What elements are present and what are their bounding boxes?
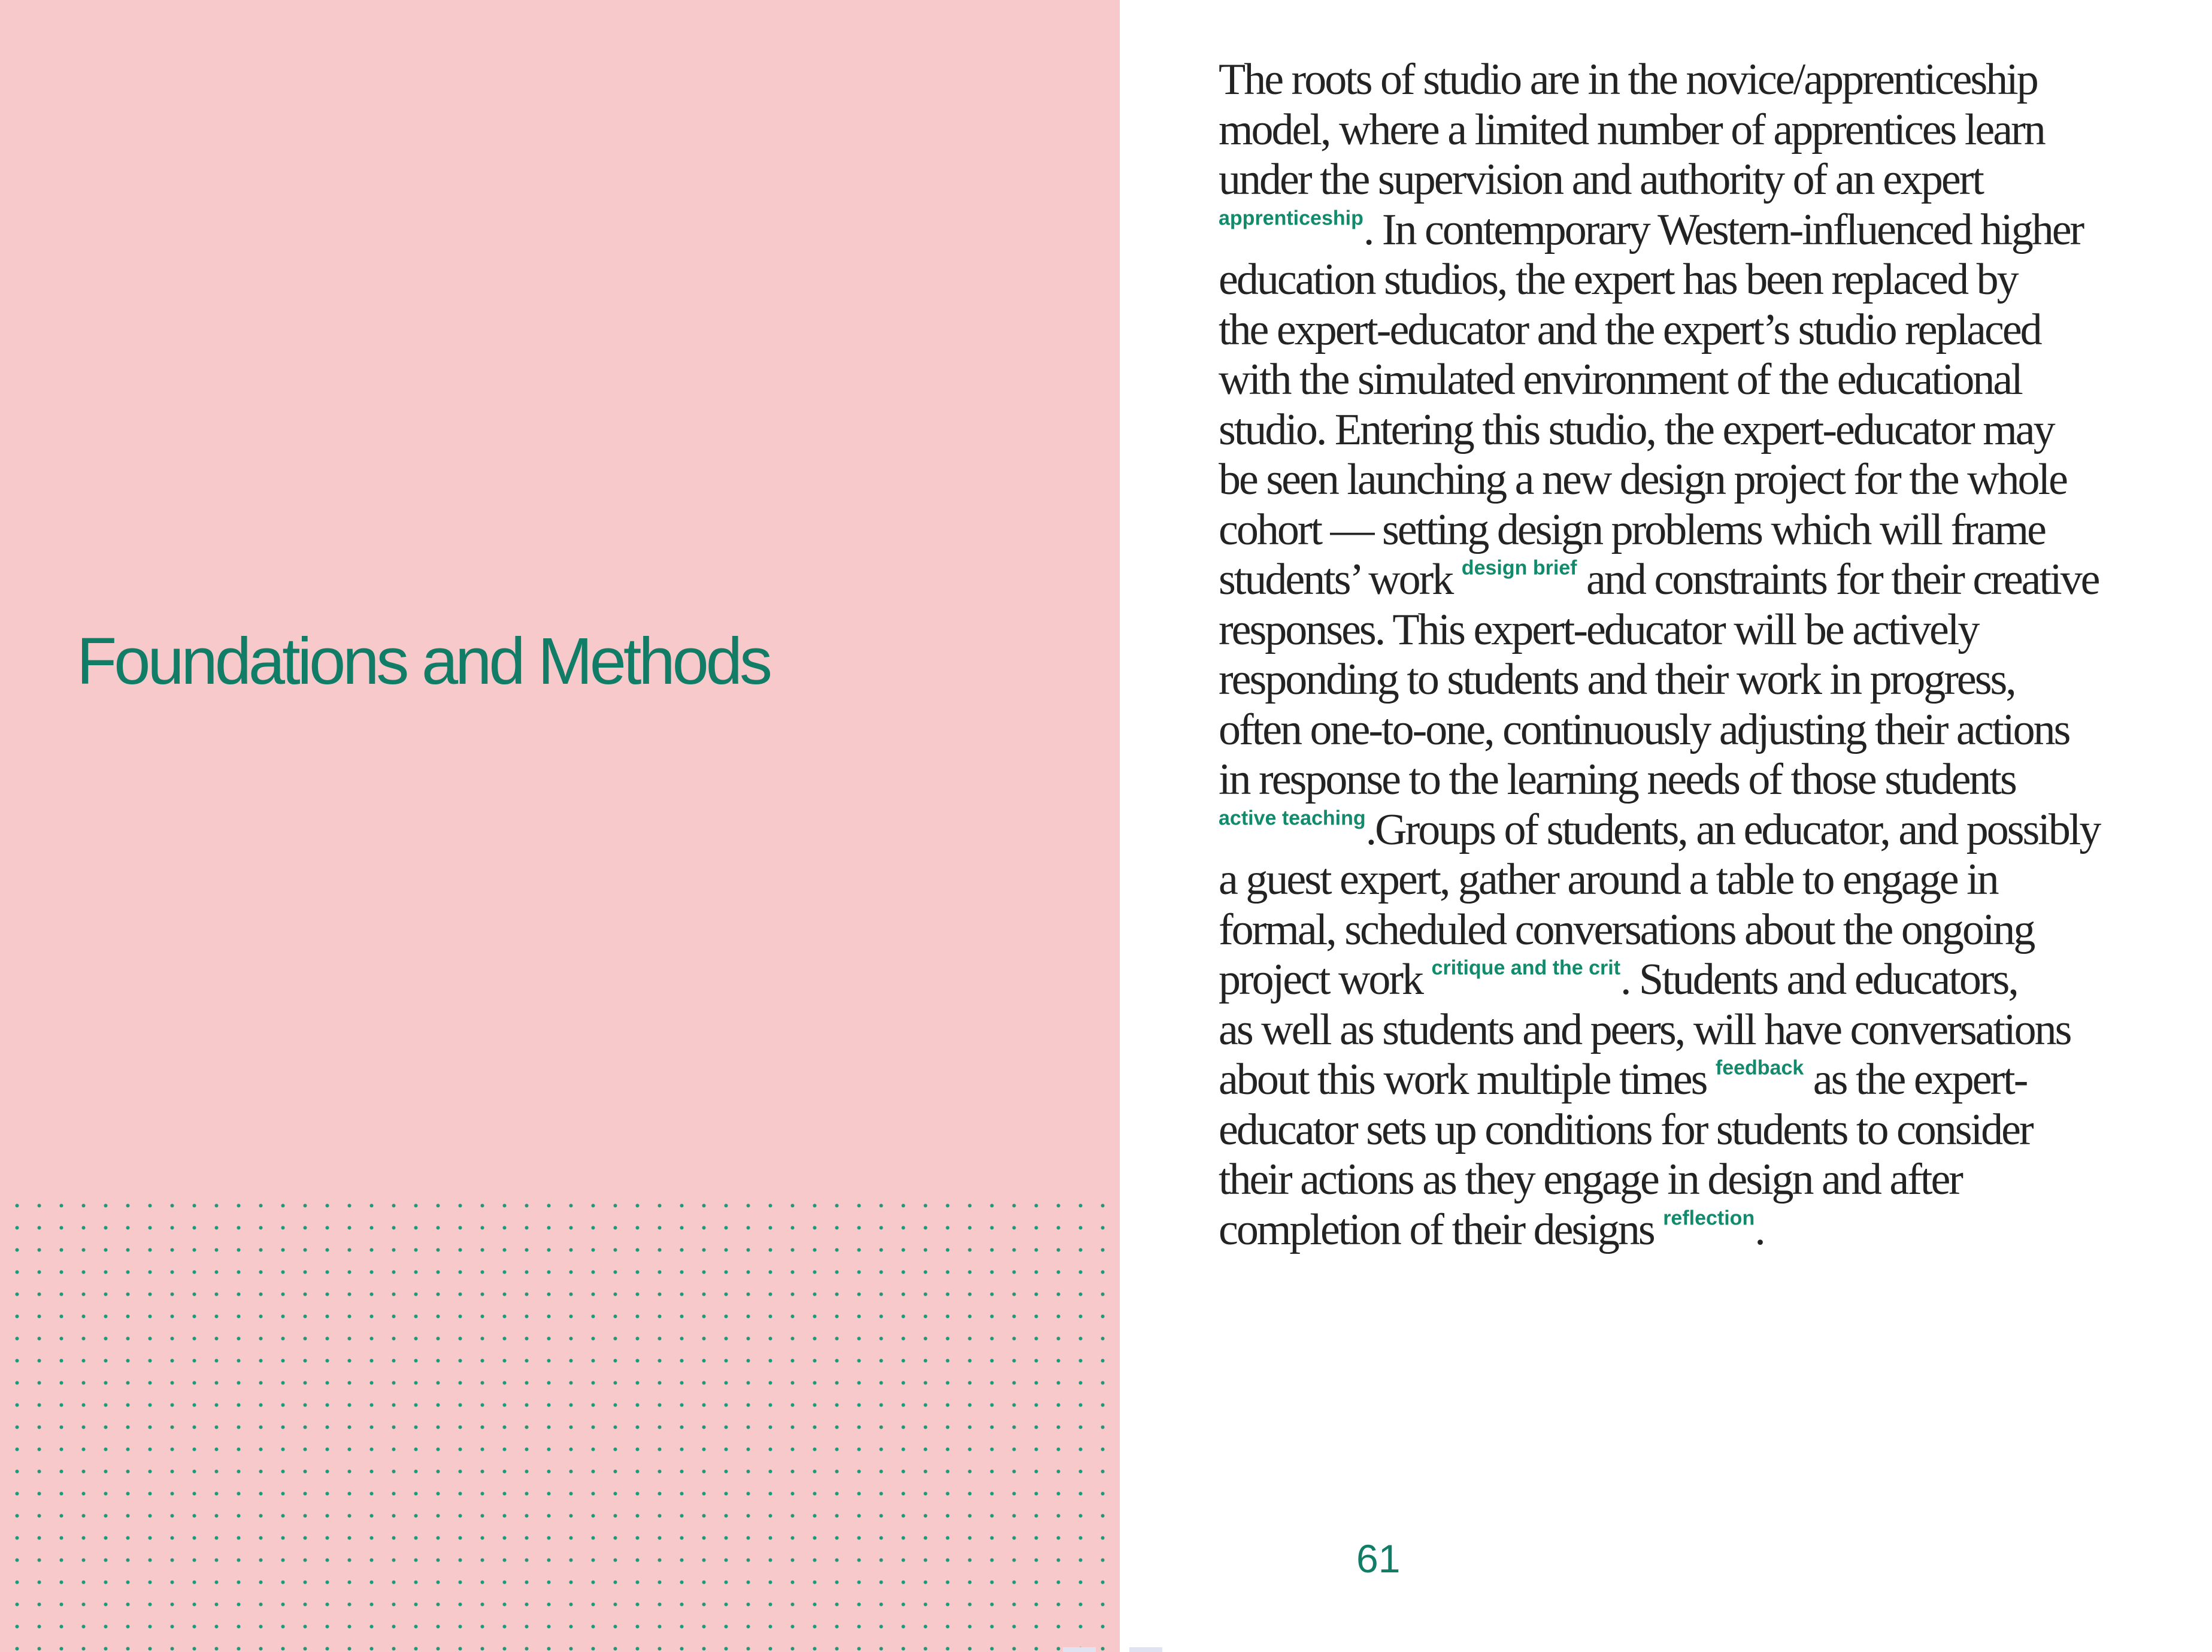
body-text-segment: as the expert- xyxy=(1804,1055,2027,1104)
text-line xyxy=(1219,355,2183,405)
concept-tag: critique and the crit xyxy=(1431,956,1621,980)
body-text-segment: be seen launching a new design project for the whole xyxy=(1219,455,2066,504)
text-line xyxy=(1219,405,2183,456)
body-text-segment: often one-to-one, continuously adjusting their actions xyxy=(1219,705,2069,754)
concept-tag: active teaching xyxy=(1219,807,1366,830)
text-line xyxy=(1219,555,2183,605)
body-text-segment: responding to students and their work in progress, xyxy=(1219,655,2015,704)
body-text-segment: cohort — setting design problems which will frame xyxy=(1219,505,2045,554)
body-text-segment: about this work multiple times xyxy=(1219,1055,1716,1104)
concept-tag: reflection xyxy=(1663,1207,1755,1230)
body-text-segment: a guest expert, gather around a table to engage in xyxy=(1219,855,1998,904)
text-line xyxy=(1219,305,2183,356)
page-number: 61 xyxy=(1356,1536,1401,1581)
text-line xyxy=(1219,205,2183,256)
text-line xyxy=(1219,1205,2183,1256)
body-text-segment: project work xyxy=(1219,955,1432,1004)
body-paragraph xyxy=(1219,55,2183,1255)
text-line xyxy=(1219,855,2183,905)
text-line xyxy=(1219,505,2183,556)
text-line xyxy=(1219,1005,2183,1056)
body-text-segment: in response to the learning needs of those students xyxy=(1219,755,2016,804)
body-text-segment: with the simulated environment of the educational xyxy=(1219,355,2022,404)
body-text-segment: educator sets up conditions for students to consider xyxy=(1219,1105,2032,1154)
text-line xyxy=(1219,55,2183,105)
text-line xyxy=(1219,805,2183,856)
body-text-segment: . Students and educators, xyxy=(1620,955,2017,1004)
body-text-segment: students’ work xyxy=(1219,555,1462,604)
text-line xyxy=(1219,1155,2183,1205)
text-line xyxy=(1219,1105,2183,1156)
body-text-segment: completion of their designs xyxy=(1219,1205,1663,1254)
body-text-segment: responses. This expert-educator will be actively xyxy=(1219,605,1978,654)
text-line xyxy=(1219,455,2183,505)
concept-tag: apprenticeship xyxy=(1219,207,1363,230)
text-line xyxy=(1219,1055,2183,1105)
body-text-segment: their actions as they engage in design and after xyxy=(1219,1155,1962,1204)
body-text-segment: model, where a limited number of apprentices learn xyxy=(1219,105,2044,154)
text-line xyxy=(1219,755,2183,805)
body-text-segment: The roots of studio are in the novice/apprenticeship xyxy=(1219,55,2037,104)
body-text-segment: . In contemporary Western-influenced higher xyxy=(1363,205,2083,254)
text-line xyxy=(1219,105,2183,156)
concept-tag: design brief xyxy=(1461,556,1577,580)
body-text-segment: .Groups of students, an educator, and possibly xyxy=(1365,805,2100,854)
body-text-segment: studio. Entering this studio, the expert-educator may xyxy=(1219,405,2054,454)
text-line xyxy=(1219,155,2183,205)
page-edge-mark xyxy=(1063,1647,1096,1652)
body-text-segment: education studios, the expert has been replaced by xyxy=(1219,255,2017,304)
section-title: Foundations and Methods xyxy=(77,625,769,698)
body-text-segment: formal, scheduled conversations about the ongoing xyxy=(1219,905,2034,954)
text-line xyxy=(1219,255,2183,305)
dot-pattern xyxy=(0,1189,1120,1652)
text-line xyxy=(1219,905,2183,956)
text-line xyxy=(1219,705,2183,756)
body-text-segment: under the supervision and authority of an expert xyxy=(1219,155,1983,204)
text-line xyxy=(1219,955,2183,1005)
text-line xyxy=(1219,605,2183,656)
page-edge-mark xyxy=(1129,1647,1162,1652)
text-line xyxy=(1219,655,2183,705)
body-text-segment: . xyxy=(1755,1205,1764,1254)
concept-tag: feedback xyxy=(1715,1056,1804,1080)
body-text-segment: as well as students and peers, will have conversations xyxy=(1219,1005,2071,1054)
body-text-segment: the expert-educator and the expert’s studio replaced xyxy=(1219,305,2041,354)
body-text-segment: and constraints for their creative xyxy=(1577,555,2099,604)
